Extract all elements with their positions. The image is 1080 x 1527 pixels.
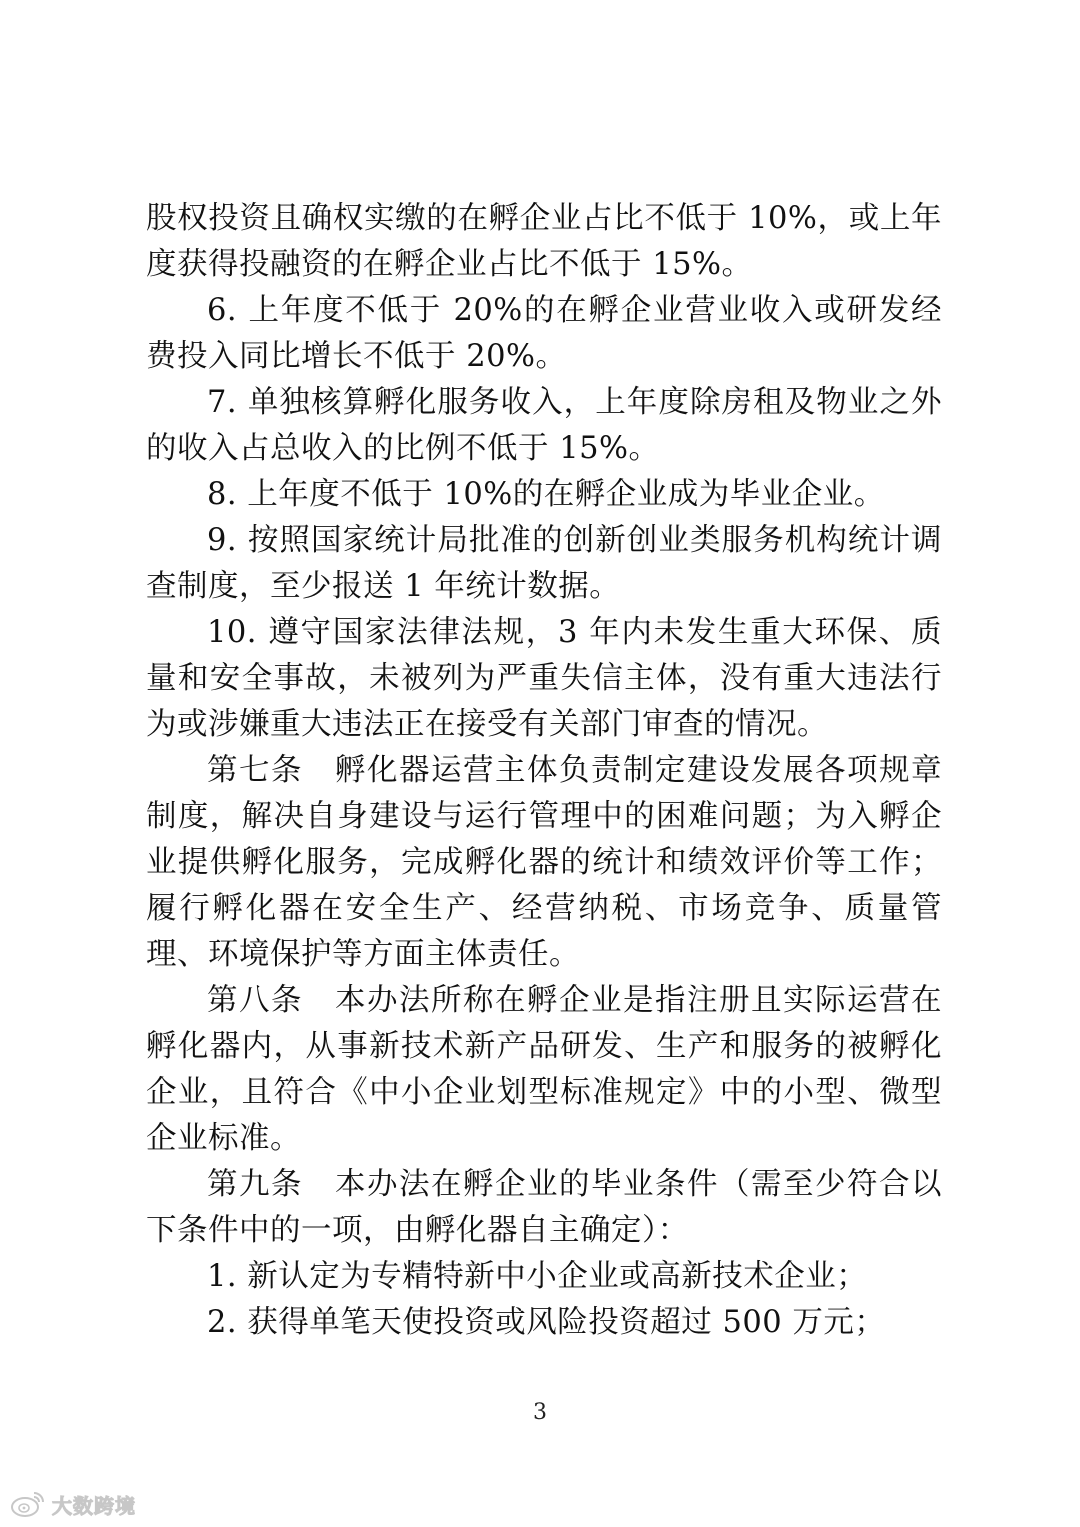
article-7: 第七条 孵化器运营主体负责制定建设发展各项规章制度，解决自身建设与运行管理中的困难问题；为入孵企业提供孵化服务，完成孵化器的统计和绩效评价等工作；履行孵化器在安全生产、经营纳税、市场竞争、质量管理、环境保护等方面主体责任。: [146, 753, 942, 972]
list-item-10: 10. 遵守国家法律法规，3 年内未发生重大环保、质量和安全事故，未被列为严重失信主体，没有重大违法行为或涉嫌重大违法正在接受有关部门审查的情况。: [146, 615, 942, 742]
list-item-9: 9. 按照国家统计局批准的创新创业类服务机构统计调查制度，至少报送 1 年统计数据。: [146, 523, 942, 604]
list-item-8: 8. 上年度不低于 10%的在孵企业成为毕业企业。: [207, 477, 885, 512]
watermark-text: 大数跨境: [52, 1493, 136, 1518]
article-8: 第八条 本办法所称在孵企业是指注册且实际运营在孵化器内，从事新技术新产品研发、生产和服务的被孵化企业，且符合《中小企业划型标准规定》中的小型、微型企业标准。: [146, 983, 942, 1156]
document-body: [146, 196, 942, 1346]
weibo-logo-icon: [10, 1489, 46, 1519]
article-9: 第九条 本办法在孵企业的毕业条件（需至少符合以下条件中的一项，由孵化器自主确定）：: [146, 1167, 942, 1248]
page-number: 3: [533, 1400, 547, 1425]
list-item-7: 7. 单独核算孵化服务收入，上年度除房租及物业之外的收入占总收入的比例不低于 15%。: [146, 385, 942, 466]
condition-item-1: 1. 新认定为专精特新中小企业或高新技术企业；: [207, 1259, 868, 1294]
watermark: [10, 1488, 136, 1520]
list-item-6: 6. 上年度不低于 20%的在孵企业营业收入或研发经费投入同比增长不低于 20%。: [146, 293, 942, 374]
paragraph-continuation: 股权投资且确权实缴的在孵企业占比不低于 10%，或上年度获得投融资的在孵企业占比不低于 15%。: [146, 201, 942, 282]
condition-item-2: 2. 获得单笔天使投资或风险投资超过 500 万元；: [207, 1305, 886, 1340]
